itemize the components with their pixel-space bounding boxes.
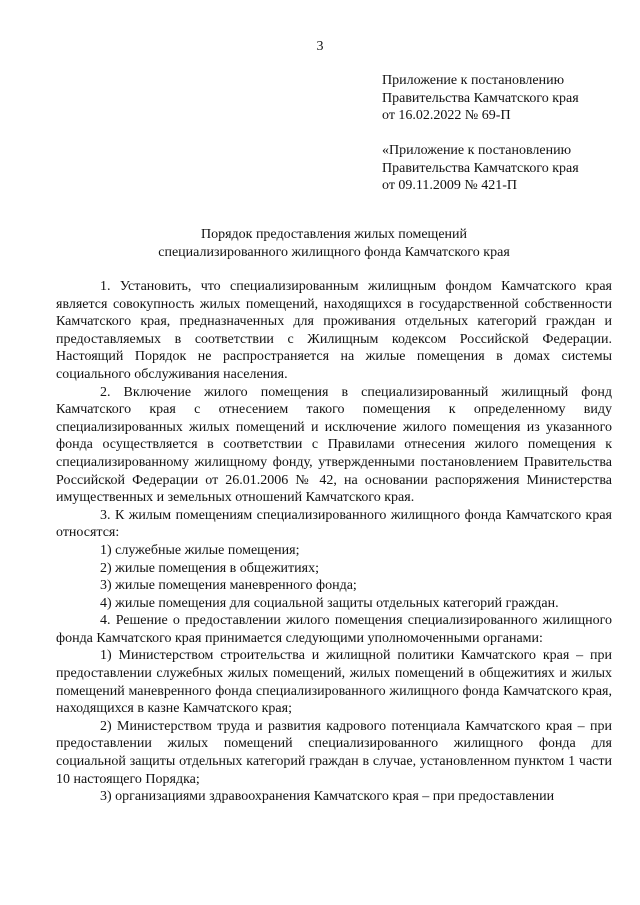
list-item: 4) жилые помещения для социальной защиты отдельных категорий граждан. (100, 595, 559, 611)
original-appendix-line: «Приложение к постановлению (382, 143, 572, 158)
paragraph-clause-1: 1. Установить, что специализированным жилищным фондом Камчатского края является совокупность жилых помещений, находящихся в государственной собственности Камчатского края, предназначенных для проживания отдельных категорий граждан и предоставляемых в соответствии с Жилищным кодексом Российской Федерации. Настоящий Порядок не распространяется на жилые помещения в домах системы социального обслуживания населения. (56, 279, 612, 382)
paragraph-clause-2: 2. Включение жилого помещения в специализированный жилищный фонд Камчатского края с отнесением такого помещения к определенному виду специализированных жилых помещений и исключение жилого помещения из указанного фонда осуществляется в соответствии с Правилами отнесения жилого помещения к специализированному жилищному фонду, утвержденными постановлением Правительства Российской Федерации от 26.01.2006 № 42, на основании распоряжения Министерства имущественных и земельных отношений Камчатского края. (56, 384, 612, 506)
appendix-header (382, 72, 622, 125)
appendix-header-line: Правительства Камчатского края (382, 90, 579, 106)
appendix-header-line: от 16.02.2022 № 69-П (382, 108, 511, 123)
list-item: 1) Министерством строительства и жилищной политики Камчатского края – при предоставлении служебных жилых помещений, жилых помещений в общежитиях и жилых помещений маневренного фонда специализированного жилищного фонда Камчатского края, находящихся в казне Камчатского края; (56, 648, 612, 717)
document-title-line: специализированного жилищного фонда Камчатского края (158, 245, 510, 260)
list-item: 2) жилые помещения в общежитиях; (100, 560, 319, 576)
paragraph-clause-4: 4. Решение о предоставлении жилого помещения специализированного жилищного фонда Камчатского края принимается следующими уполномоченными органами: (56, 613, 612, 646)
paragraph-clause-3: 3. К жилым помещениям специализированного жилищного фонда Камчатского края относятся: (56, 507, 612, 541)
original-appendix-header (382, 142, 622, 195)
list-item: 1) служебные жилые помещения; (100, 542, 300, 558)
original-appendix-line: Правительства Камчатского края (382, 160, 579, 176)
document-title (56, 226, 612, 262)
document-body (56, 278, 612, 806)
list-item: 2) Министерством труда и развития кадрового потенциала Камчатского края – при предоставлении жилых помещений специализированного жилищного фонда для социальной защиты отдельных категорий граждан в случае, установленном пунктом 1 части 10 настоящего Порядка; (56, 718, 612, 787)
document-title-line: Порядок предоставления жилых помещений (200, 227, 468, 242)
appendix-header-line: Приложение к постановлению (382, 73, 565, 88)
original-appendix-line: от 09.11.2009 № 421-П (382, 178, 518, 193)
list-item: 3) организациями здравоохранения Камчатского края – при предоставлении (100, 789, 555, 805)
list-item: 3) жилые помещения маневренного фонда; (100, 578, 357, 594)
page-number: 3 (316, 39, 324, 54)
